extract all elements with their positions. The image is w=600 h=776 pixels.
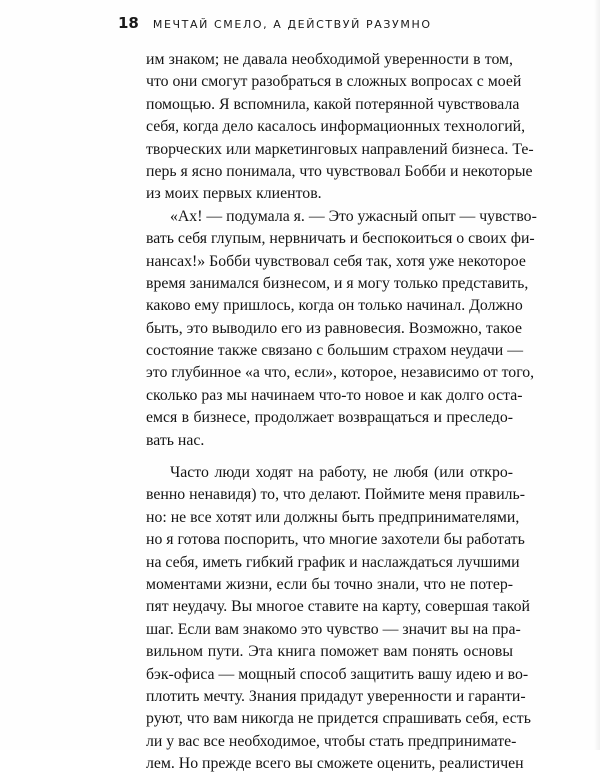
text-line: но я готова поспорить, что многие захотели бы работать <box>146 531 525 549</box>
body-text <box>146 49 537 776</box>
text-line: пят неудачу. Вы многое ставите на карту, совершая такой <box>146 598 530 616</box>
text-line: каково ему пришлось, когда он только начинал. Должно <box>146 297 523 315</box>
text-line: на себя, иметь гибкий график и наслаждаться лучшими <box>146 553 520 571</box>
text-line: плотить мечту. Знания придадут уверенности и гаранти- <box>146 687 526 705</box>
text-line: сколько раз мы начинаем что-то новое и как долго оста- <box>146 386 523 404</box>
text-line: «Ах! — подумала я. — Это ужасный опыт — чувство- <box>170 207 537 225</box>
text-line: емся в бизнесе, продолжает возвращаться и преследо- <box>146 409 513 427</box>
page-edge-shadow <box>594 0 600 750</box>
text-line: моментами жизни, если бы точно знали, что не потер- <box>146 575 513 593</box>
text-line: творческих или маркетинговых направлений бизнеса. Те- <box>146 140 534 158</box>
text-line: им знаком; не давала необходимой уверенности в том, <box>146 51 513 68</box>
page-number: 18 <box>118 14 139 32</box>
text-line: ли у вас все необходимое, чтобы стать предпринимате- <box>146 732 517 750</box>
text-line: что они смогут разобраться в сложных вопросах с моей <box>146 73 522 91</box>
text-line: перь я ясно понимала, что чувствовал Бобби и некоторые <box>146 162 533 180</box>
text-line: время занимался бизнесом, и я могу только представить, <box>146 274 529 292</box>
text-line: вать себя глупым, нервничать и беспокоиться о своих фи- <box>146 230 535 248</box>
text-line: руют, что вам никогда не придется спрашивать себя, есть <box>146 710 531 728</box>
text-line: из моих первых клиентов. <box>146 185 322 203</box>
text-line: состояние также связано с большим страхом неудачи — <box>146 342 524 360</box>
text-line: бэк-офиса — мощный способ защитить вашу идею и во- <box>146 665 529 683</box>
text-line: но: не все хотят или должны быть предпринимателями, <box>146 508 520 526</box>
text-line: вильном пути. Эта книга поможет вам понять основы <box>146 643 513 661</box>
running-title: МЕЧТАЙ СМЕЛО, А ДЕЙСТВУЙ РАЗУМНО <box>152 18 432 31</box>
text-line: помощью. Я вспомнила, какой потерянной чувствовала <box>146 95 520 113</box>
text-line: это глубинное «а что, если», которое, независимо от того, <box>146 364 535 382</box>
paragraph-spacer <box>146 452 513 462</box>
paragraph-2 <box>146 206 537 452</box>
paragraph-3 <box>146 462 531 775</box>
text-line: быть, это выводило его из равновесия. Возможно, такое <box>146 319 522 337</box>
text-line: лем. Но прежде всего вы сможете оценить, реалистичен <box>146 755 524 773</box>
text-line: шаг. Если вам знакомо это чувство — значит вы на пра- <box>146 620 521 638</box>
running-head <box>118 14 560 32</box>
text-line: себя, когда дело касалось информационных технологий, <box>146 118 526 136</box>
paragraph-1 <box>146 49 534 206</box>
text-line: Часто люди ходят на работу, не любя (или откро- <box>170 464 513 482</box>
text-line: нансах!» Бобби чувствовал себя так, хотя уже некоторое <box>146 252 526 270</box>
text-line: венно ненавидя) то, что делают. Поймите меня правиль- <box>146 486 525 504</box>
text-line: вать нас. <box>146 431 205 449</box>
